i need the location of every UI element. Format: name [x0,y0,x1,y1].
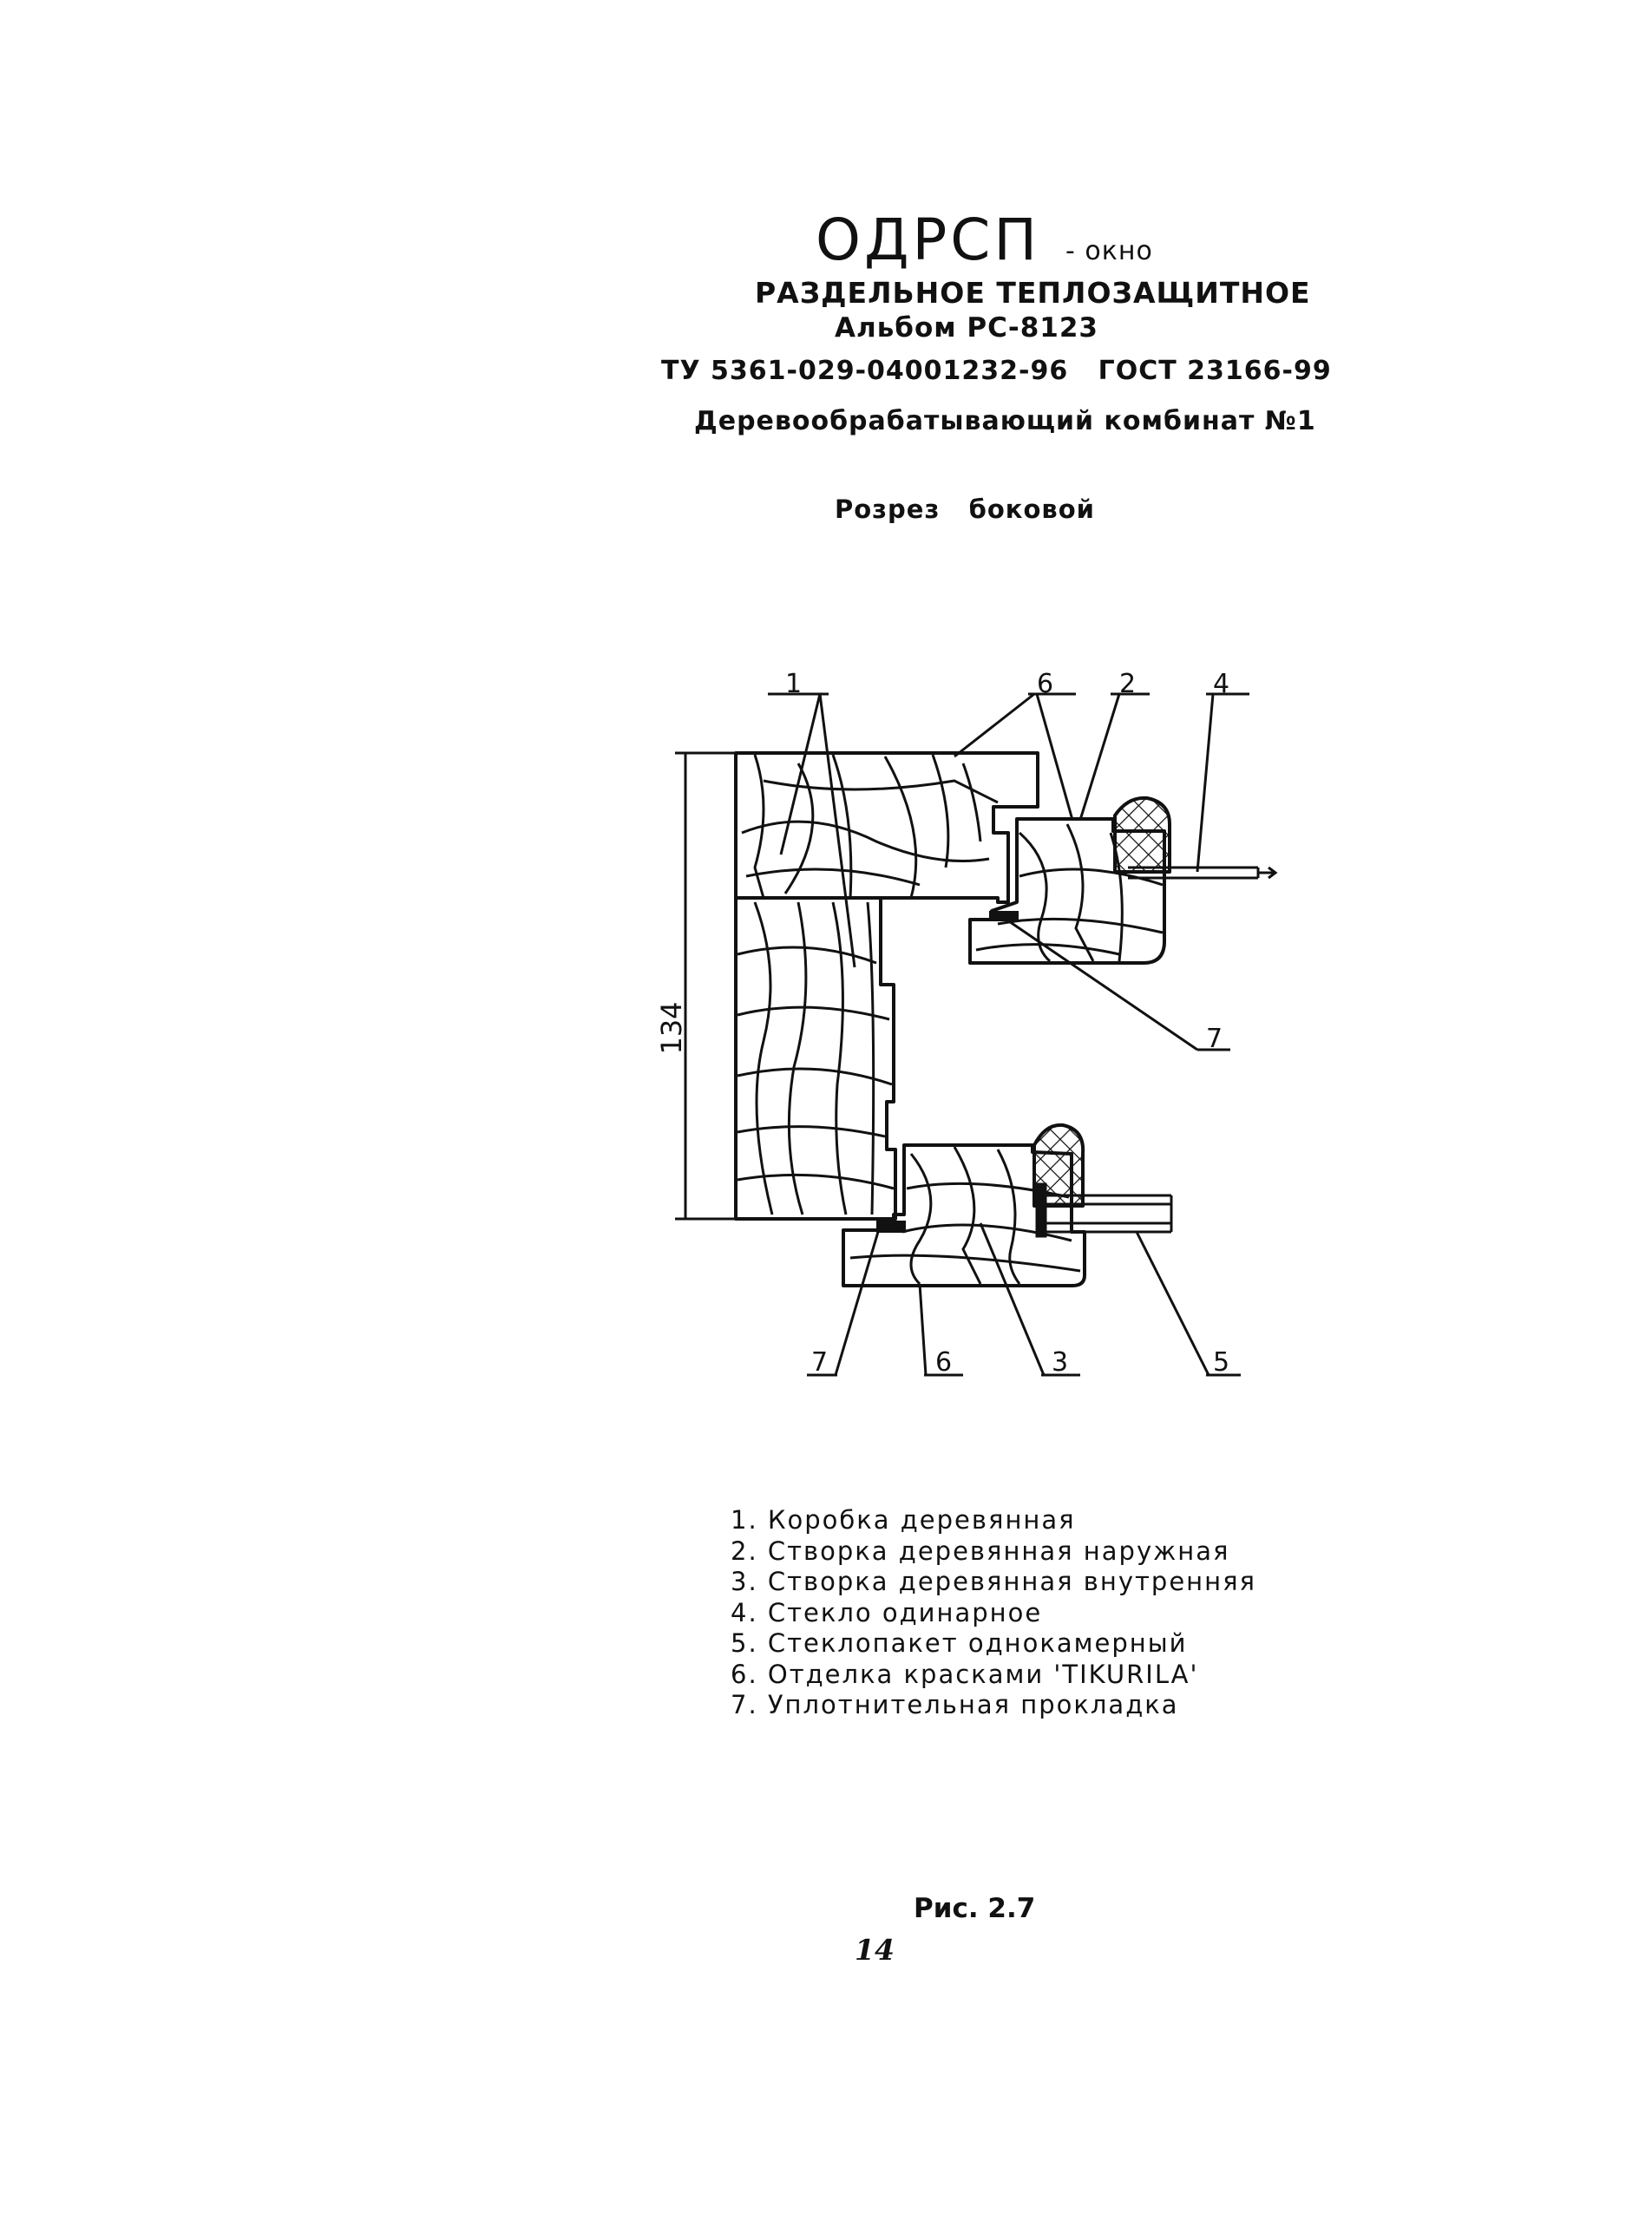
legend-item: 1. Коробка деревянная [731,1505,1076,1535]
legend-item: 2. Створка деревянная наружная [731,1536,1230,1566]
callout-5: 5 [1213,1347,1230,1378]
legend-item: 7. Уплотнительная прокладка [731,1690,1179,1719]
gasket-upper [989,911,1019,921]
legend-item: 6. Отделка красками 'TIKURILA' [731,1659,1199,1689]
callout-1: 1 [785,669,803,699]
legend-list [731,1505,1256,1721]
callout-7-lower: 7 [811,1347,829,1378]
frame-top-block [736,753,1038,902]
section-title: Розрез боковой [835,494,1095,524]
gasket-lower [876,1221,906,1233]
callout-2: 2 [1119,669,1137,699]
page-number: 14 [855,1933,895,1967]
legend-item: 3. Створка деревянная внутренняя [731,1567,1256,1596]
callout-7-upper: 7 [1206,1024,1223,1054]
title-main-text: ОДРСП [816,206,1041,273]
album-label: Альбом РС-8123 [835,312,1098,344]
legend-item: 4. Стекло одинарное [731,1597,1043,1627]
dimension-label: 134 [655,1001,688,1055]
title-suffix: - окно [1065,236,1153,266]
outer-sash-bead [1115,798,1170,872]
callout-6-top: 6 [1037,669,1054,699]
callout-6-bottom: 6 [935,1347,953,1378]
figure-label: Рис. 2.7 [914,1893,1036,1924]
callout-4: 4 [1213,669,1230,699]
manufacturer-line: Деревообрабатывающий комбинат №1 [694,406,1316,436]
legend-item: 5. Стеклопакет однокамерный [731,1628,1188,1658]
subtitle: РАЗДЕЛЬНОЕ ТЕПЛОЗАЩИТНОЕ [755,276,1311,310]
callout-3: 3 [1052,1347,1069,1378]
standards-line: ТУ 5361-029-04001232-96 ГОСТ 23166-99 [661,356,1332,386]
